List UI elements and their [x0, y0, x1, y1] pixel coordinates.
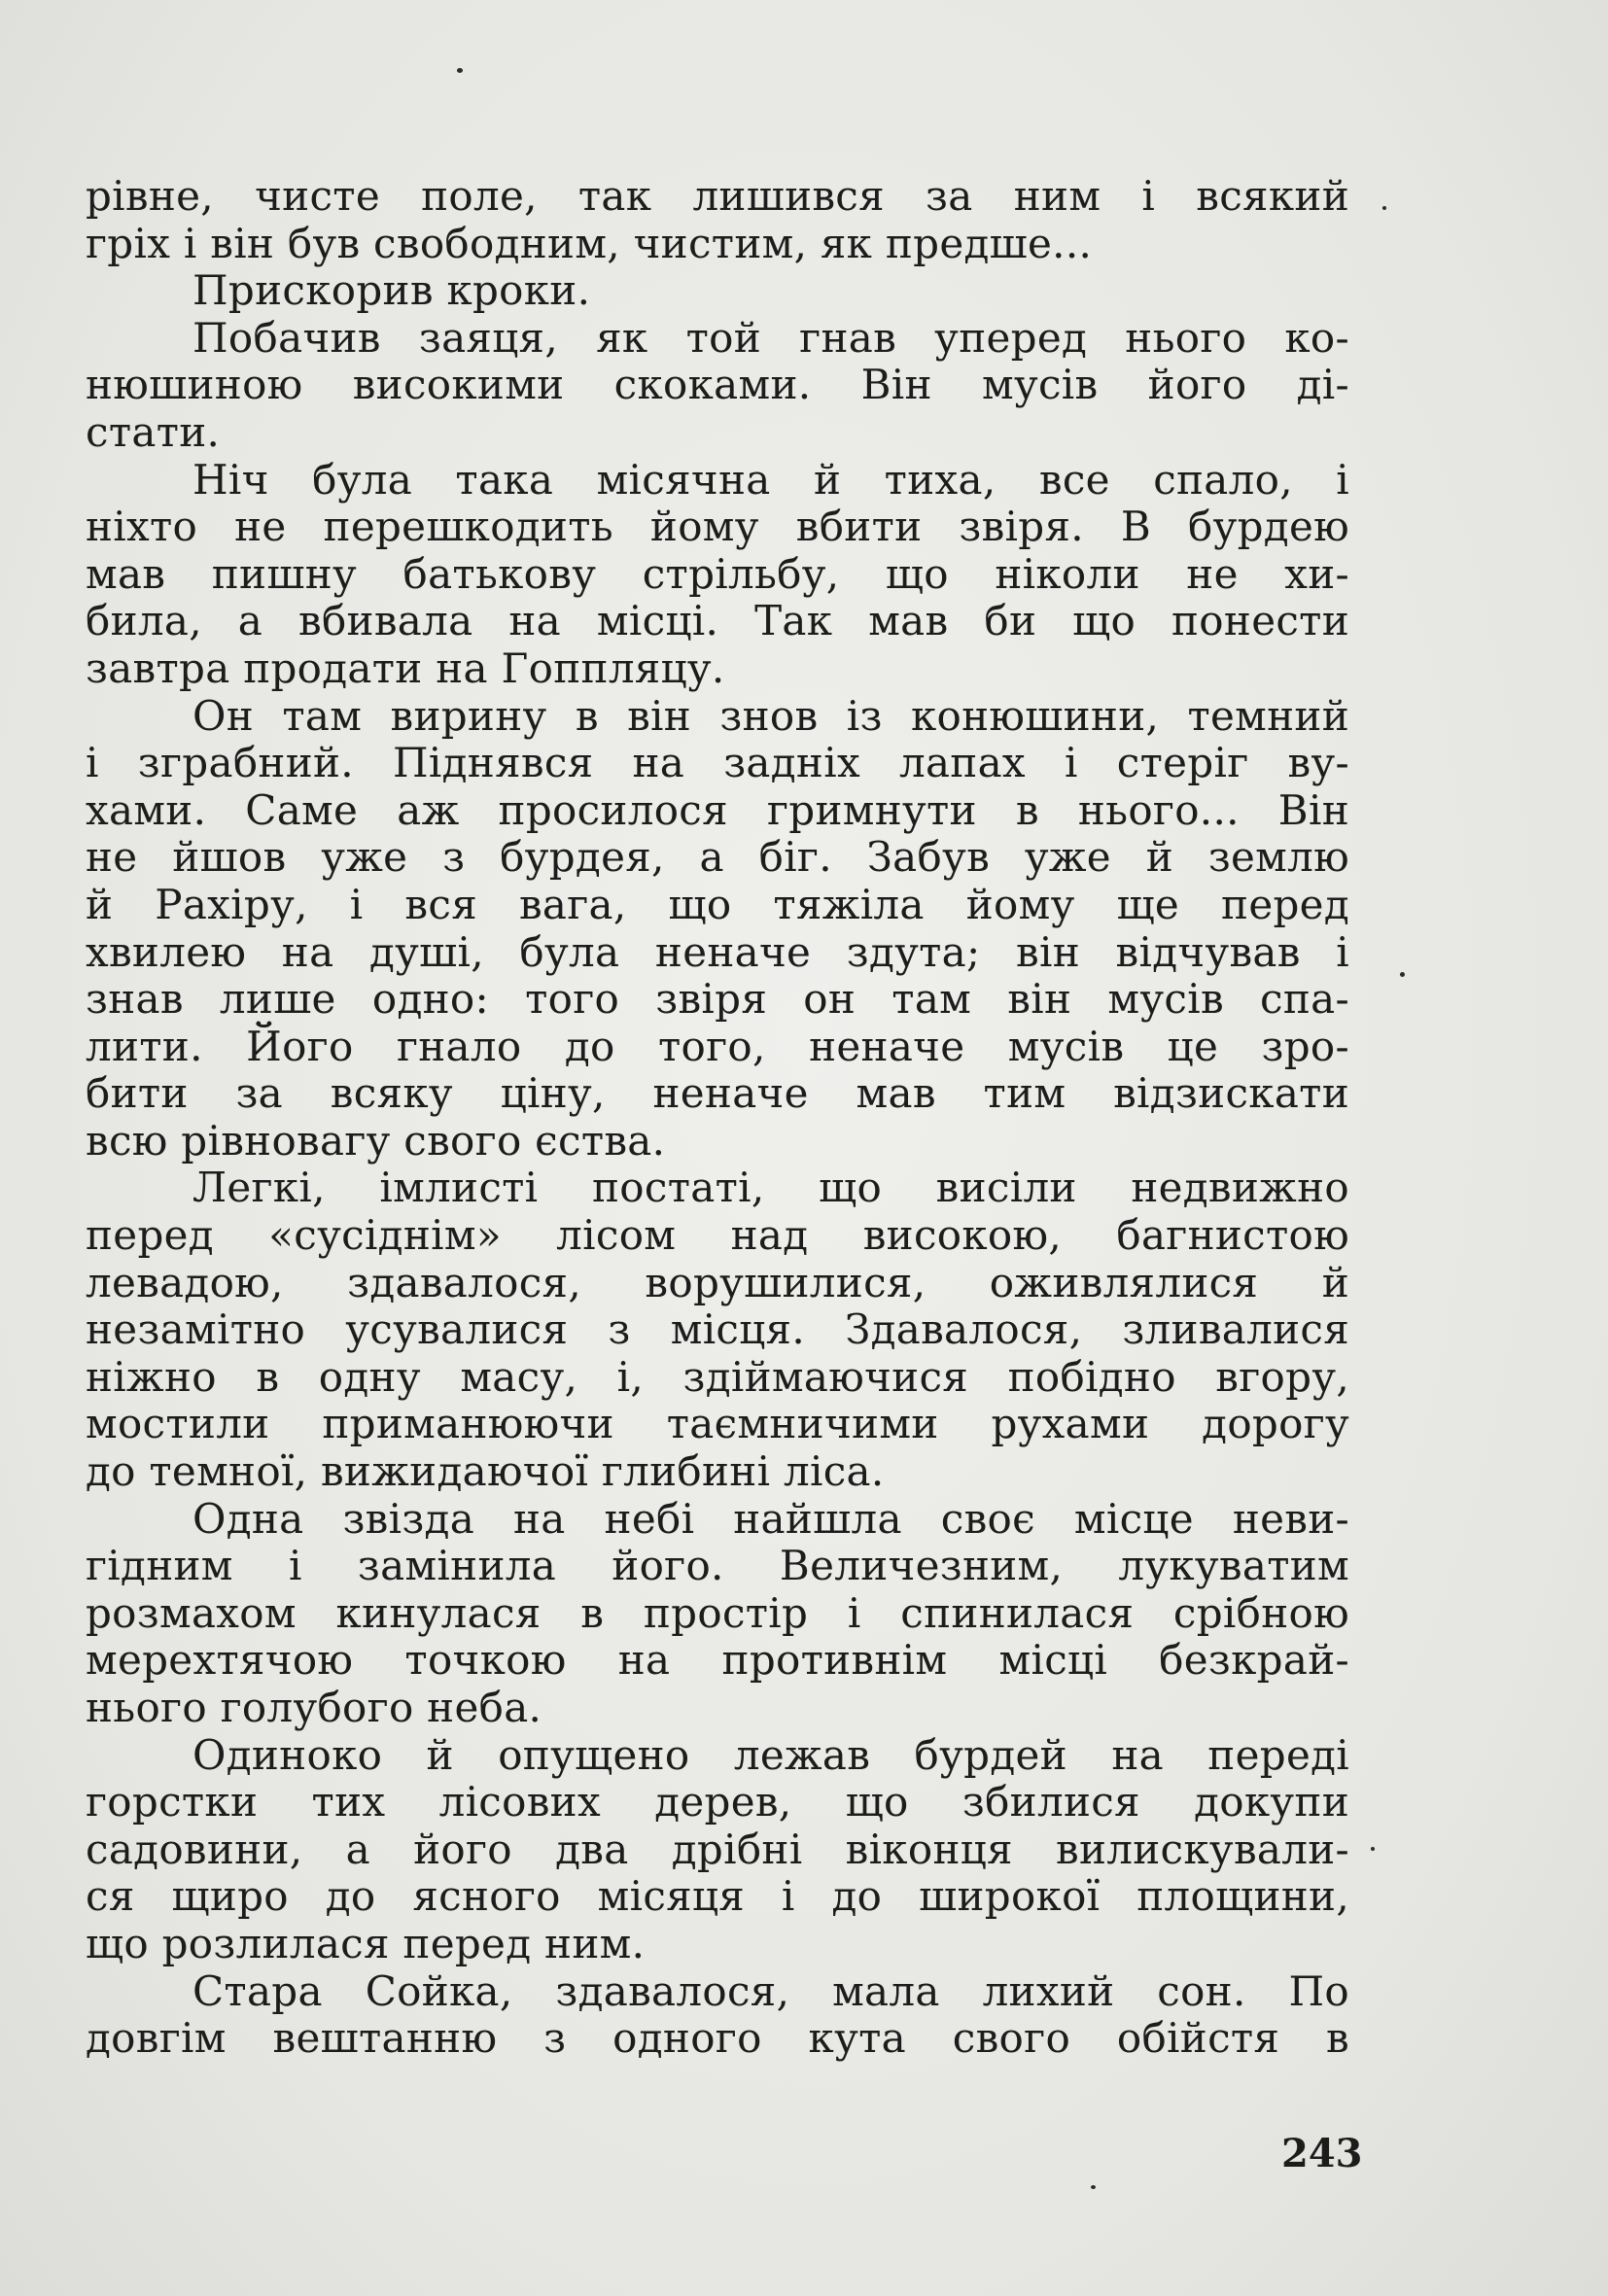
text-line: бити за всяку ціну, неначе мав тим відзискати [86, 1069, 1349, 1118]
text-line: мерехтячою точкою на противнім місці безкрай- [86, 1636, 1349, 1685]
text-line: рівне, чисте поле, так лишився за ним і всякий [86, 172, 1349, 220]
text-line: Стара Сойка, здавалося, мала лихий сон. По [192, 1966, 1349, 2015]
text-line: нюшиною високими скоками. Він мусів його ді- [86, 361, 1349, 409]
text-line: довгім вештанню з одного кута свого обійстя в [86, 2014, 1349, 2063]
text-line: ся щиро до ясного місяця і до широкої площини, [86, 1872, 1349, 1921]
text-line: знав лише одно: того звіря он там він мусів спа- [86, 975, 1349, 1024]
text-line: Прискорив кроки. [192, 266, 591, 315]
text-line: що розлилася перед ним. [86, 1919, 646, 1967]
text-line: завтра продати на Гоппляцу. [86, 644, 725, 692]
text-line: і зграбний. Піднявся на задніх лапах і стеріг ву- [86, 739, 1349, 787]
text-line: не йшов уже з бурдея, а біг. Забув уже й землю [86, 833, 1349, 882]
text-line: Одиноко й опущено лежав бурдей на переді [192, 1730, 1349, 1779]
text-line: левадою, здавалося, ворушилися, оживлялися й [86, 1258, 1349, 1306]
text-line: гідним і замінила його. Величезним, лукуватим [86, 1542, 1349, 1590]
text-line: незамітно усувалися з місця. Здавалося, зливалися [86, 1305, 1349, 1354]
ink-speck [1382, 206, 1386, 210]
text-line: ніжно в одну масу, і, здіймаючися побідно вгору, [86, 1352, 1349, 1401]
text-line: гріх і він був свободним, чистим, як предше... [86, 219, 1093, 267]
text-line: горстки тих лісових дерев, що збилися докупи [86, 1778, 1349, 1826]
text-line: всю рівновагу свого єства. [86, 1116, 666, 1165]
text-line: Побачив заяця, як той гнав уперед нього ко- [192, 313, 1349, 362]
ink-speck [1371, 1847, 1375, 1851]
text-line: до темної, вижидаючої глибині ліса. [86, 1447, 885, 1496]
text-line: мостили приманюючи таємничими рухами дорогу [86, 1400, 1349, 1448]
text-line: Он там вирину в він знов із конюшини, темний [192, 691, 1349, 740]
text-line: Легкі, імлисті постаті, що висіли недвижно [192, 1164, 1349, 1212]
body-text [86, 173, 1349, 2063]
text-line: била, а вбивала на місці. Так мав би що понести [86, 597, 1349, 645]
text-line: стати. [86, 407, 221, 456]
text-line: перед «сусіднім» лісом над високою, багнистою [86, 1211, 1349, 1260]
ink-speck [1091, 2185, 1096, 2189]
text-line: садовини, а його два дрібні віконця вилискували- [86, 1825, 1349, 1873]
text-line: Ніч була така місячна й тиха, все спало, і [192, 455, 1349, 504]
text-line: хами. Саме аж просилося гримнути в нього... Він [86, 785, 1349, 834]
ink-speck [1400, 972, 1405, 977]
text-line: й Рахіру, і вся вага, що тяжіла йому ще перед [86, 880, 1349, 928]
page-number: 243 [1281, 2131, 1363, 2176]
text-line: хвилею на душі, була неначе здута; він відчував і [86, 927, 1349, 976]
text-line: нього голубого неба. [86, 1684, 542, 1731]
text-line: лити. Його гнало до того, неначе мусів це зро- [86, 1022, 1349, 1070]
ink-speck [457, 68, 463, 73]
text-line: мав пишну батькову стрільбу, що ніколи не хи- [86, 549, 1349, 598]
text-line: Одна звізда на небі найшла своє місце неви- [192, 1494, 1349, 1543]
text-line: ніхто не перешкодить йому вбити звіря. В бурдею [86, 503, 1349, 551]
text-line: розмахом кинулася в простір і спинилася срібною [86, 1588, 1349, 1637]
